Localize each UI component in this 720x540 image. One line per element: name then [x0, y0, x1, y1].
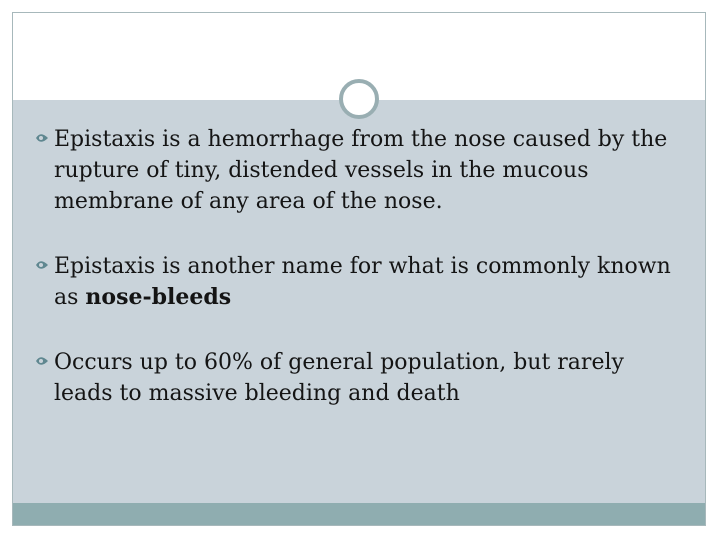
bullet-item [34, 347, 684, 409]
footer-bar [13, 503, 705, 525]
bullet-text: Epistaxis is a hemorrhage from the nose caused by the rupture of tiny, distended vessels in the mucous membrane of any area of the nose. [54, 127, 668, 214]
ornamental-bullet-icon [34, 130, 50, 146]
ornamental-bullet-icon [34, 353, 50, 369]
bullet-item [34, 251, 684, 313]
ring-decoration-icon [339, 79, 379, 119]
bullet-text: Epistaxis is another name for what is commonly known as [54, 254, 671, 310]
bullet-text: Occurs up to 60% of general population, but rarely leads to massive bleeding and death [54, 350, 624, 406]
ornamental-bullet-icon [34, 257, 50, 273]
bullet-list [34, 124, 684, 443]
bullet-item [34, 124, 684, 217]
bold-term: nose-bleeds [85, 284, 232, 310]
